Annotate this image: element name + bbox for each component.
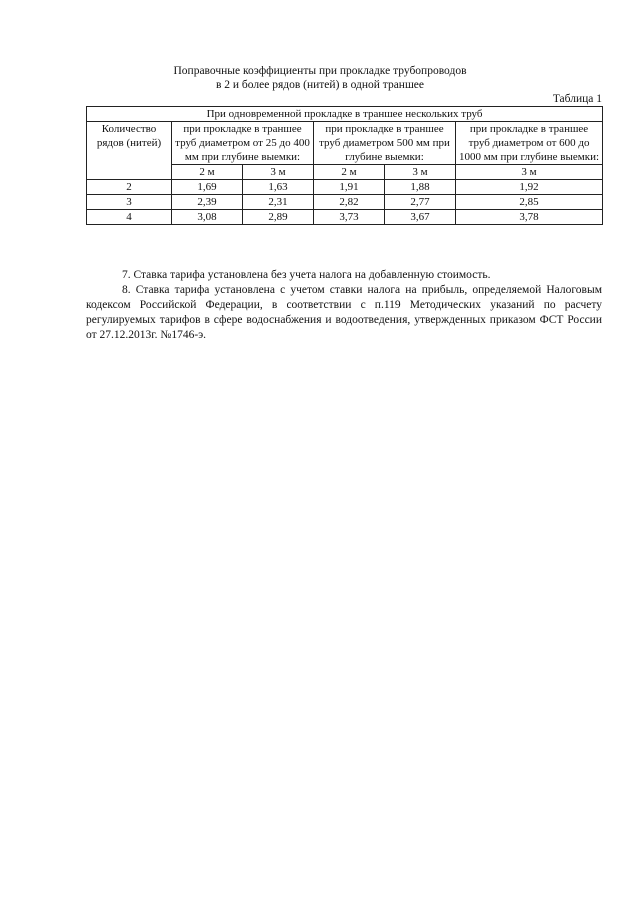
- group-header-500: при прокладке в траншее труб диаметром 500 мм при глубине выемки:: [314, 122, 456, 165]
- group-header-600-1000: при прокладке в траншее труб диаметром от 600 до 1000 мм при глубине выемки:: [456, 122, 603, 165]
- table-cell: 2: [87, 180, 172, 195]
- document-title-line-1: Поправочные коэффициенты при прокладке трубопроводов: [173, 65, 467, 77]
- table-cell: 2,82: [314, 195, 385, 210]
- table-cell: 1,69: [172, 180, 243, 195]
- table-cell: 2,85: [456, 195, 603, 210]
- table-cell: 3,67: [385, 210, 456, 225]
- table-cell: 2,31: [243, 195, 314, 210]
- table-caption: При одновременной прокладке в траншее нескольких труб: [87, 107, 603, 122]
- table-cell: 3,78: [456, 210, 603, 225]
- table-row: [87, 195, 603, 210]
- table-cell: 4: [87, 210, 172, 225]
- depth-header: 2 м: [172, 165, 243, 180]
- depth-header: 3 м: [243, 165, 314, 180]
- coefficients-table: [86, 106, 603, 225]
- row-count-header: Количество рядов (нитей): [87, 122, 172, 180]
- table-cell: 3: [87, 195, 172, 210]
- table-cell: 3,73: [314, 210, 385, 225]
- table-cell: 2,39: [172, 195, 243, 210]
- depth-header: 3 м: [456, 165, 603, 180]
- table-cell: 2,77: [385, 195, 456, 210]
- paragraph-7: [86, 268, 602, 283]
- paragraph-8-text: 8. Ставка тарифа установлена с учетом ставки налога на прибыль, определяемой Налоговым кодексом Российской Федерации, в соответствии с п.119 Методических указаний по расчету регулируемых тарифов в сфере водоснабжения и водоотведения, утвержденных приказом ФСТ России от 27.12.2013г. №1746-э.: [86, 284, 602, 341]
- table-row: [87, 210, 603, 225]
- table-cell: 1,63: [243, 180, 314, 195]
- table-cell: 1,92: [456, 180, 603, 195]
- table-cell: 3,08: [172, 210, 243, 225]
- paragraph-8: [86, 283, 602, 343]
- document-title-line-2: в 2 и более рядов (нитей) в одной траншее: [215, 79, 425, 91]
- depth-header: 3 м: [385, 165, 456, 180]
- table-number-label: Таблица 1: [552, 93, 602, 105]
- depth-header: 2 м: [314, 165, 385, 180]
- table-row: [87, 180, 603, 195]
- table-cell: 1,91: [314, 180, 385, 195]
- table-cell: 1,88: [385, 180, 456, 195]
- paragraph-7-text: 7. Ставка тарифа установлена без учета налога на добавленную стоимость.: [122, 269, 491, 281]
- table-cell: 2,89: [243, 210, 314, 225]
- group-header-25-400: при прокладке в траншее труб диаметром от 25 до 400 мм при глубине выемки:: [172, 122, 314, 165]
